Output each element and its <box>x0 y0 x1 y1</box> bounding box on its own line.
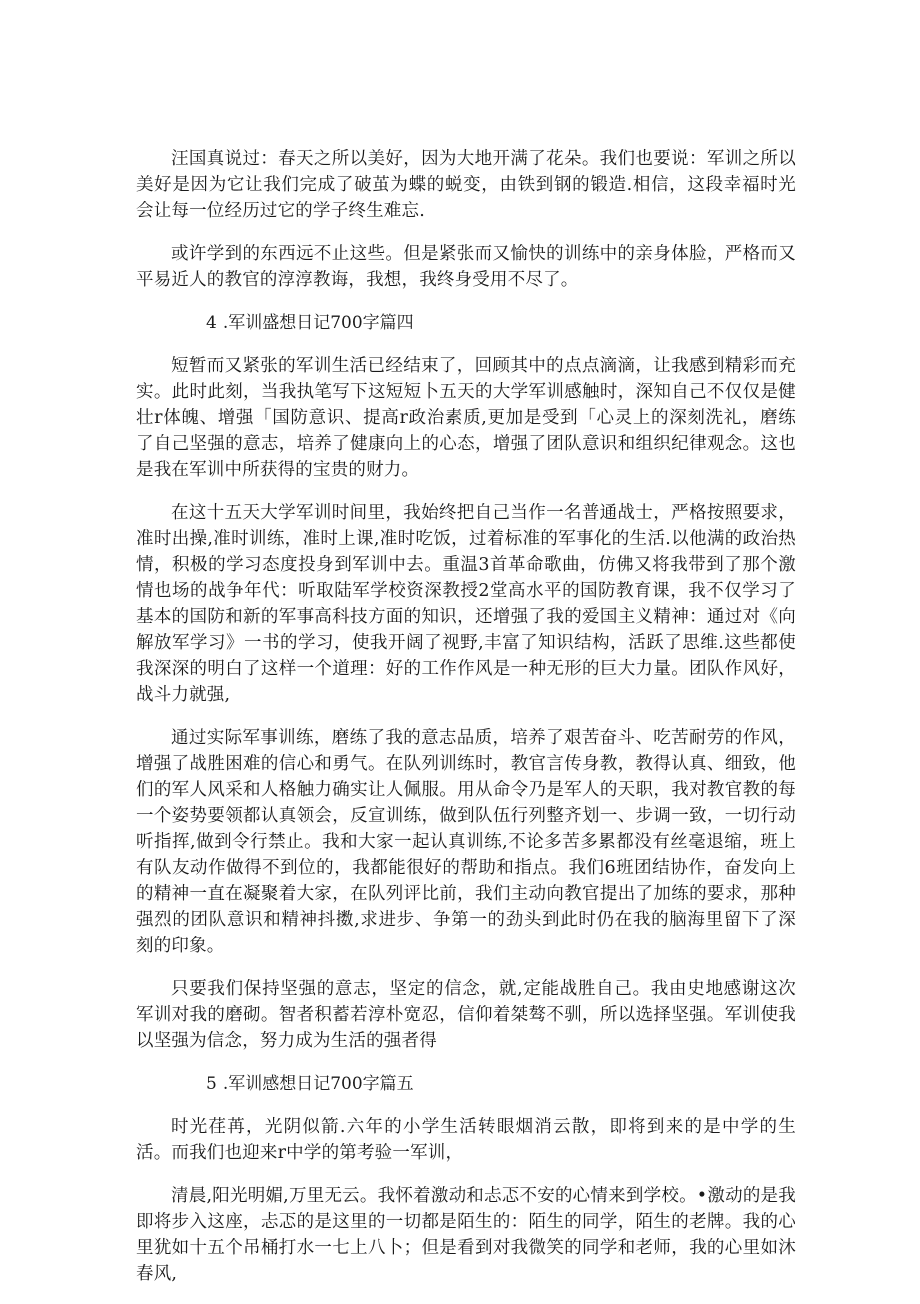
document-body <box>136 146 796 1304</box>
paragraph-3: 短暂而又紧张的军训生活已经结束了，回顾其中的点点滴滴，让我感到精彩而充实。此时此刻，当我执笔写下这短短卜五天的大学军训感触时，深知自己不仅仅是健壮r体魄、增强「国防意识、提高r政治素质,更加是受到「心灵上的深刻洗礼，磨练了自己坚强的意志，培养了健康向上的心态，增强了团队意识和组织纪律观念。这也是我在军训中所获得的宝贵的财力。 <box>136 356 796 480</box>
paragraph-7: 时光荏苒，光阴似箭.六年的小学生活转眼烟消云散，即将到来的是中学的生活。而我们也迎来r中学的第考验一军训， <box>136 1117 796 1163</box>
section-heading-4 <box>136 310 796 336</box>
section-title: .军训感想日记700字篇五 <box>222 1074 414 1094</box>
paragraph-4: 在这十五天大学军训时间里，我始终把自己当作一名普通战士，严格按照要求，准时出操,准时训练，准时上课,准时吃饭，过着标准的军事化的生活.以他满的政治热情，积极的学习态度投身到军训中去。重温3首革命歌曲，仿佛又将我带到了那个激情也场的战争年代：听取陆军学校资深教授2堂高水平的国防教育课，我不仅学习了基本的国防和新的军事高科技方面的知识，还增强了我的爱国主义精神：通过对《向解放军学习》一书的学习，使我开阔了视野,丰富了知识结构，活跃了思维.这些都使我深深的明白了这样一个道理：好的工作作风是一种无形的巨大力量。团队作风好，战斗力就强, <box>136 503 796 705</box>
section-number: 4 <box>206 313 217 333</box>
section-heading-5 <box>136 1071 796 1097</box>
paragraph-1: 汪国真说过：春天之所以美好，因为大地开满了花朵。我们也要说：军训之所以美好是因为它让我们完成了破茧为蝶的蜕变，由铁到钢的锻造.相信，这段幸福时光会让每一位经历过它的学子终生难忘. <box>136 149 796 221</box>
paragraph-6: 只要我们保持坚强的意志，坚定的信念，就,定能战胜自己。我由史地感谢这次军训对我的磨砌。智者积蓄若淳朴宽忍，信仰着桀骜不驯，所以选择坚强。军训使我以坚强为信念，努力成为生活的强者得 <box>136 979 796 1051</box>
section-number: 5 <box>206 1074 217 1094</box>
section-title: .军训盛想日记700字篇四 <box>222 313 414 333</box>
paragraph-8: 清晨,阳光明媚,万里无云。我怀着激动和忐忑不安的心情来到学校。•激动的是我即将步入这座，忐忑的是这里的一切都是陌生的：陌生的同学，陌生的老牌。我的心里犹如十五个吊桶打水一七上八卜；但是看到对我微笑的同学和老师，我的心里如沐春风, <box>136 1186 796 1284</box>
paragraph-2: 或许学到的东西远不止这些。但是紧张而又愉快的训练中的亲身体脸，严格而又平易近人的教官的淳淳教诲，我想，我终身受用不尽了。 <box>136 244 796 290</box>
paragraph-5: 通过实际军事训练，磨练了我的意志品质，培养了艰苦奋斗、吃苦耐劳的作风，增强了战胜困难的信心和勇气。在队列训练时，教官言传身教，教得认真、细致，他们的军人风采和人格触力确实让人佩服。用从命令乃是军人的天职，我对教官教的每一个姿势要领都认真领会，反宣训练，做到队伍行列整齐划一、步调一致，一切行动听指挥,做到令行禁止。我和大家一起认真训练,不论多苦多累都没有丝毫退缩，班上有队友动作做得不到位的，我都能很好的帮助和指点。我们6班团结协作，奋发向上的精神一直在凝聚着大家，在队列评比前，我们主动向教官提出了加练的要求，那种强烈的团队意识和精神抖擞,求进步、争第一的劲头到此时仍在我的脑海里留下了深刻的印象。 <box>136 728 796 956</box>
